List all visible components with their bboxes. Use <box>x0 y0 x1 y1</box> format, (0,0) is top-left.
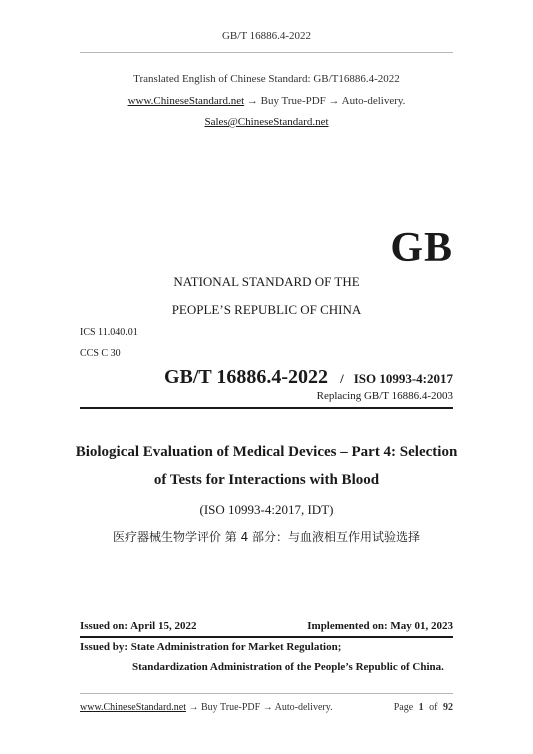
page-of-label: of <box>429 702 438 713</box>
number-divider <box>80 407 453 409</box>
implemented-on: Implemented on: May 01, 2023 <box>307 620 453 632</box>
header-divider <box>80 52 453 53</box>
ics-code: ICS 11.040.01 <box>80 327 138 338</box>
site-promo-line <box>0 95 533 107</box>
footer-promo-line <box>80 702 333 713</box>
footer-promo-text: → Buy True-PDF → Auto-delivery. <box>186 702 333 713</box>
sales-email-link[interactable]: Sales@ChineseStandard.net <box>204 116 329 128</box>
page-label: Page <box>393 702 414 713</box>
footer-divider <box>80 693 453 694</box>
chinese-title: 医疗器械生物学评价 第 4 部分：与血液相互作用试验选择 <box>112 530 421 544</box>
issued-by: Issued by: State Administration for Market Regulation; <box>80 641 342 653</box>
issued-by-line2: Standardization Administration of the People’s Republic of China. <box>132 661 444 673</box>
national-standard-line1: NATIONAL STANDARD OF THE <box>173 274 360 289</box>
page-number: 1 <box>418 702 424 713</box>
title-line2: of Tests for Interactions with Blood <box>153 472 380 488</box>
dates-divider <box>80 636 453 638</box>
translation-note: Translated English of Chinese Standard: GB/T16886.4-2022 <box>133 73 400 85</box>
site-link[interactable]: www.ChineseStandard.net <box>127 95 245 107</box>
iso-equivalence: (ISO 10993-4:2017, IDT) <box>199 502 334 517</box>
ccs-code: CCS C 30 <box>80 348 121 359</box>
page-indicator <box>394 702 453 713</box>
iso-number: ISO 10993-4:2017 <box>353 371 453 386</box>
site-promo-text: → Buy True-PDF → Auto-delivery. <box>244 95 406 107</box>
number-separator: / <box>340 371 344 386</box>
issued-on: Issued on: April 15, 2022 <box>80 620 197 632</box>
gb-mark: GB <box>390 225 453 271</box>
title-line1: Biological Evaluation of Medical Devices – Part 4: Selection <box>75 444 458 460</box>
standard-number: GB/T 16886.4-2022 <box>163 366 329 388</box>
replacing-note: Replacing GB/T 16886.4-2003 <box>316 390 453 402</box>
standard-number-row <box>164 366 453 389</box>
running-header: GB/T 16886.4-2022 <box>221 30 312 42</box>
sales-email-line <box>0 116 533 128</box>
national-standard-line2: PEOPLE’S REPUBLIC OF CHINA <box>171 302 362 317</box>
page-total: 92 <box>443 702 453 713</box>
footer-site-link[interactable]: www.ChineseStandard.net <box>80 702 186 713</box>
